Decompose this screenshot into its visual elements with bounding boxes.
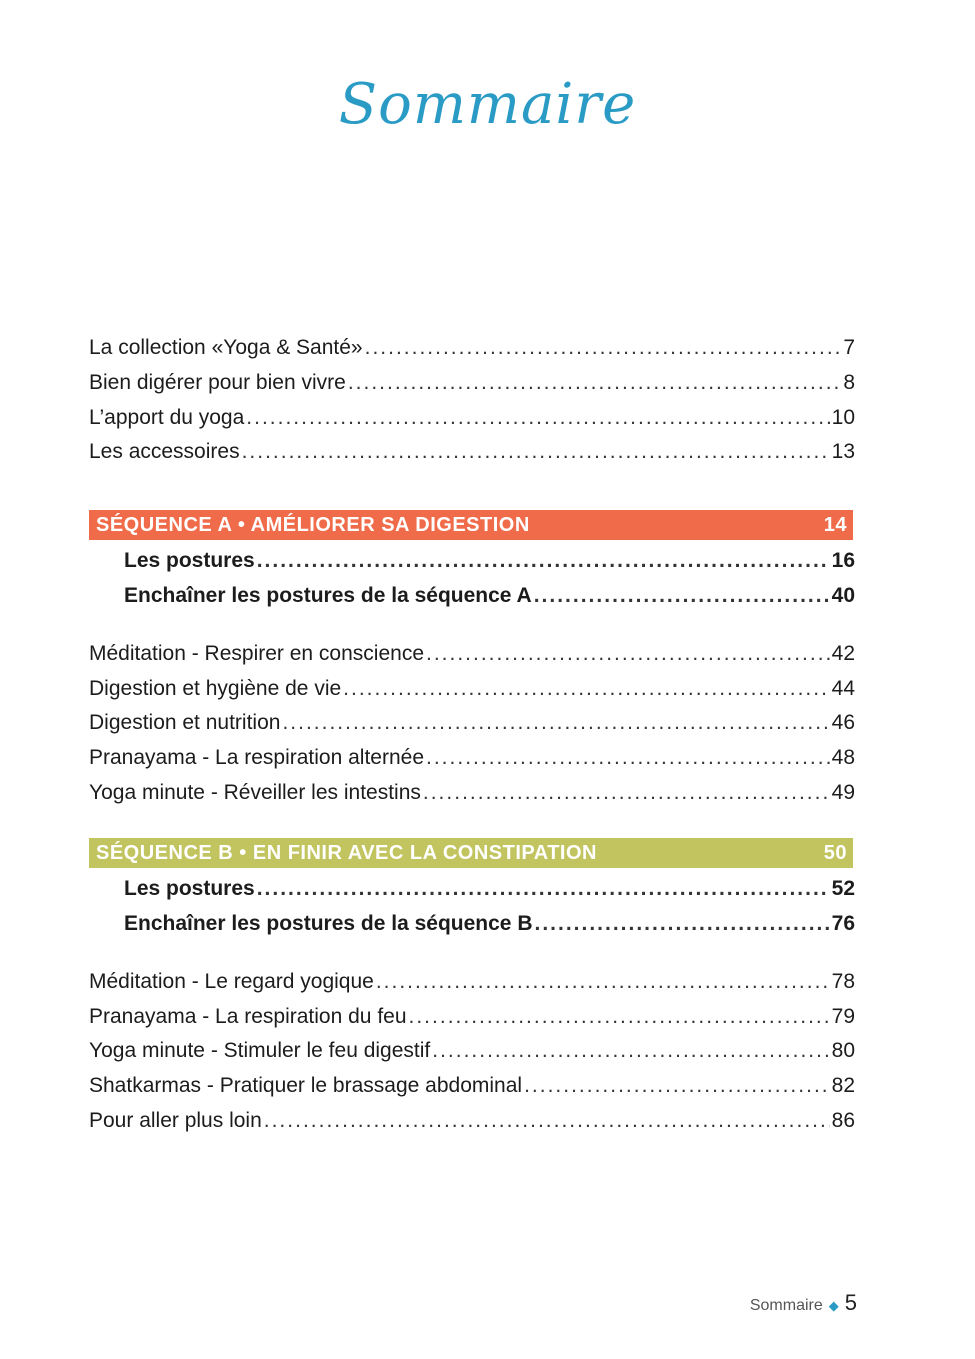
toc-entry-label: Digestion et nutrition xyxy=(89,711,281,734)
toc-entry-label: L’apport du yoga xyxy=(89,406,245,429)
dot-leader xyxy=(257,877,830,901)
section-band-title: SÉQUENCE B • EN FINIR AVEC LA CONSTIPATION xyxy=(96,841,597,864)
dot-leader xyxy=(423,781,830,805)
toc-entry[interactable] xyxy=(89,336,855,370)
dot-leader xyxy=(365,336,842,360)
toc-entry-page: 16 xyxy=(831,549,855,572)
dot-leader xyxy=(282,711,829,735)
toc-entry-page: 48 xyxy=(831,746,855,769)
toc-entry-label: Méditation - Le regard yogique xyxy=(89,970,374,993)
toc-entry-label: Les postures xyxy=(124,877,255,900)
dot-leader xyxy=(257,549,830,573)
toc-entry-label: Méditation - Respirer en conscience xyxy=(89,642,424,665)
toc-entry-page: 82 xyxy=(831,1074,855,1097)
dot-leader xyxy=(432,1039,829,1063)
page-footer xyxy=(750,1290,857,1316)
page-number: 5 xyxy=(844,1290,857,1315)
dot-leader xyxy=(534,584,830,608)
toc-entry-page: 13 xyxy=(831,440,855,463)
toc-entry[interactable] xyxy=(89,746,855,780)
section-band-sequence-b[interactable] xyxy=(89,838,853,868)
toc-entry-label: Yoga minute - Réveiller les intestins xyxy=(89,781,421,804)
dot-leader xyxy=(535,912,830,936)
toc-entry[interactable] xyxy=(89,642,855,676)
dot-leader xyxy=(242,440,830,464)
toc-entry-page: 7 xyxy=(843,336,855,359)
toc-entry[interactable] xyxy=(89,1005,855,1039)
toc-entry[interactable] xyxy=(89,440,855,474)
page-title: Sommaire xyxy=(338,72,637,137)
toc-entry-page: 46 xyxy=(831,711,855,734)
dot-leader xyxy=(426,642,830,666)
toc-entry-page: 78 xyxy=(831,970,855,993)
toc-subentry[interactable] xyxy=(124,549,855,583)
toc-entry-label: Pranayama - La respiration alternée xyxy=(89,746,425,769)
toc-subentry[interactable] xyxy=(124,877,855,911)
toc-entry-label: Digestion et hygiène de vie xyxy=(89,677,342,700)
toc-entry-page: 80 xyxy=(831,1039,855,1062)
dot-leader xyxy=(246,406,829,430)
toc-entry[interactable] xyxy=(89,970,855,1004)
toc-entry[interactable] xyxy=(89,781,855,815)
dot-leader xyxy=(409,1005,830,1029)
toc-entry-page: 8 xyxy=(843,371,855,394)
toc-entry-label: Yoga minute - Stimuler le feu digestif xyxy=(89,1039,431,1062)
dot-leader xyxy=(348,371,842,395)
dot-leader xyxy=(524,1074,830,1098)
toc-entry-label: Pour aller plus loin xyxy=(89,1109,262,1132)
section-band-page: 50 xyxy=(823,841,847,864)
toc-entry-page: 76 xyxy=(831,912,855,935)
toc-subentry[interactable] xyxy=(124,584,855,618)
toc-subentry[interactable] xyxy=(124,912,855,946)
toc-entry-label: Enchaîner les postures de la séquence A xyxy=(124,584,532,607)
dot-leader xyxy=(264,1109,830,1133)
toc-entry-page: 86 xyxy=(831,1109,855,1132)
toc-entry-label: Shatkarmas - Pratiquer le brassage abdominal xyxy=(89,1074,523,1097)
toc-entry-label: Pranayama - La respiration du feu xyxy=(89,1005,407,1028)
dot-leader xyxy=(426,746,830,770)
toc-entry-label: Bien digérer pour bien vivre xyxy=(89,371,346,394)
footer-section-name: Sommaire xyxy=(749,1297,823,1314)
toc-entry[interactable] xyxy=(89,711,855,745)
toc-entry[interactable] xyxy=(89,1109,855,1143)
toc-entry-page: 40 xyxy=(831,584,855,607)
toc-entry[interactable] xyxy=(89,1039,855,1073)
toc-entry-page: 44 xyxy=(831,677,855,700)
toc-entry-page: 52 xyxy=(831,877,855,900)
bullet-icon: ◆ xyxy=(828,1298,839,1313)
toc-entry[interactable] xyxy=(89,406,855,440)
toc-entry-label: La collection «Yoga & Santé» xyxy=(89,336,363,359)
section-band-page: 14 xyxy=(823,513,847,536)
dot-leader xyxy=(343,677,829,701)
toc-entry-page: 42 xyxy=(831,642,855,665)
toc-entry-label: Enchaîner les postures de la séquence B xyxy=(124,912,533,935)
toc-entry-label: Les accessoires xyxy=(89,440,240,463)
toc-entry[interactable] xyxy=(89,1074,855,1108)
dot-leader xyxy=(376,970,830,994)
section-band-sequence-a[interactable] xyxy=(89,510,853,540)
toc-entry[interactable] xyxy=(89,371,855,405)
toc-entry-page: 49 xyxy=(831,781,855,804)
toc-entry-page: 10 xyxy=(831,406,855,429)
toc-entry-page: 79 xyxy=(831,1005,855,1028)
toc-entry[interactable] xyxy=(89,677,855,711)
toc-entry-label: Les postures xyxy=(124,549,255,572)
section-band-title: SÉQUENCE A • AMÉLIORER SA DIGESTION xyxy=(96,513,530,536)
